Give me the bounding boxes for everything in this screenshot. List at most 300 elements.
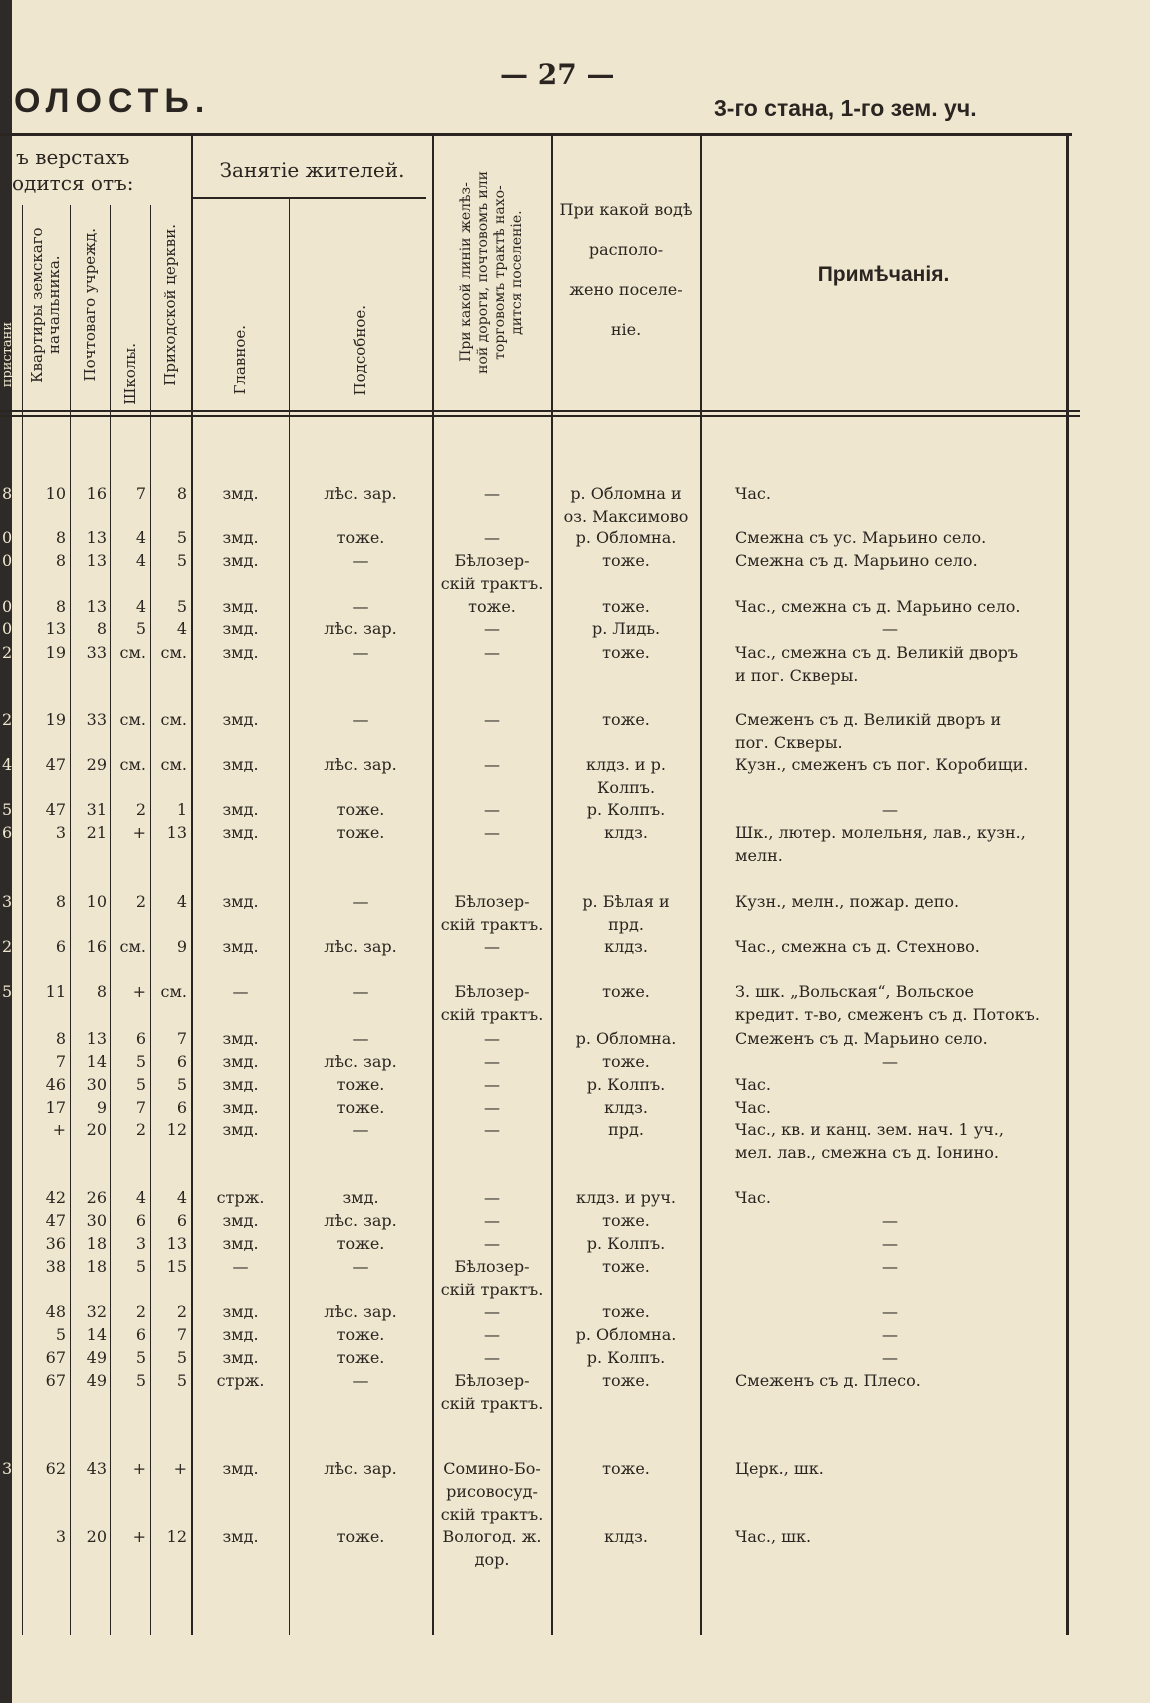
cell-main: —: [232, 1257, 249, 1276]
left-edge-digit: 3: [2, 1459, 13, 1478]
cell-d1: 48: [45, 1302, 66, 1321]
cell-main: змд.: [222, 551, 259, 570]
header-d2: [71, 205, 109, 405]
cell-d2: 30: [86, 1211, 107, 1230]
cell-d1: 19: [45, 643, 66, 662]
cell-main: змд.: [222, 1029, 259, 1048]
cell-aux: —: [352, 551, 369, 570]
cell-d2: 9: [96, 1098, 107, 1117]
cell-water: р. Бѣлая и прд.: [582, 892, 670, 934]
left-edge-digit: 2: [2, 710, 13, 729]
cell-d3: +: [132, 823, 146, 842]
cell-note: —: [882, 1325, 898, 1344]
cell-road: Бѣлозер- скій трактъ.: [440, 892, 544, 934]
header-road: [434, 140, 550, 405]
cell-main: змд.: [222, 1234, 259, 1253]
cell-d4: 7: [176, 1325, 187, 1344]
cell-road: —: [484, 1098, 500, 1117]
cell-water: р. Обломна.: [575, 1325, 677, 1344]
cell-aux: лѣс. зар.: [324, 1459, 397, 1478]
cell-main: —: [232, 982, 249, 1001]
page-subtitle: 3-го стана, 1-го зем. уч.: [714, 95, 977, 121]
cell-d3: 5: [135, 1257, 146, 1276]
cell-d3: см.: [119, 710, 146, 729]
cell-water: тоже.: [602, 643, 650, 662]
cell-aux: лѣс. зар.: [324, 619, 397, 638]
cell-d1: 13: [45, 619, 66, 638]
cell-d2: 14: [86, 1325, 107, 1344]
cell-d1: 10: [45, 484, 66, 503]
cell-main: стрж.: [216, 1188, 265, 1207]
cell-d4: 5: [176, 1075, 187, 1094]
cell-d2: 13: [86, 551, 107, 570]
cell-note: Церк., шк.: [735, 1459, 824, 1478]
cell-water: р. Колпъ.: [586, 1075, 666, 1094]
cell-d4: 5: [176, 528, 187, 547]
left-edge-digit: 4: [2, 755, 13, 774]
cell-road: —: [484, 937, 500, 956]
cell-d4: 13: [166, 823, 187, 842]
cell-main: змд.: [222, 1120, 259, 1139]
cell-road: —: [484, 1188, 500, 1207]
cell-d2: 33: [86, 710, 107, 729]
cell-note: З. шк. „Вольская“, Вольское кредит. т-во, смеженъ съ д. Потокъ.: [735, 982, 1040, 1024]
cell-d3: 6: [135, 1325, 146, 1344]
cell-road: —: [484, 1302, 500, 1321]
cell-d2: 8: [96, 619, 107, 638]
cell-road: —: [484, 1325, 500, 1344]
cell-d4: 12: [166, 1120, 187, 1139]
cell-d2: 43: [86, 1459, 107, 1478]
cell-note: Смежна съ д. Марьино село.: [735, 551, 978, 570]
cell-d2: 13: [86, 528, 107, 547]
cell-d4: 4: [176, 619, 187, 638]
cell-d3: 6: [135, 1029, 146, 1048]
header-d1: [23, 205, 69, 405]
cell-note: —: [882, 1257, 898, 1276]
cell-note: Час., кв. и канц. зем. нач. 1 уч., мел. лав., смежна съ д. Іонино.: [735, 1120, 1004, 1162]
cell-d2: 30: [86, 1075, 107, 1094]
cell-d1: 3: [55, 1527, 66, 1546]
header-distance-group: ъ верстахъ одится отъ:: [12, 145, 134, 195]
cell-d1: 6: [55, 937, 66, 956]
cell-road: Бѣлозер- скій трактъ.: [440, 1257, 544, 1299]
cell-d3: 5: [135, 1348, 146, 1367]
cell-d1: 19: [45, 710, 66, 729]
cell-road: —: [484, 1211, 500, 1230]
cell-d2: 20: [86, 1120, 107, 1139]
cell-aux: змд.: [342, 1188, 379, 1207]
cell-d3: 4: [135, 551, 146, 570]
cell-d2: 20: [86, 1527, 107, 1546]
left-edge-digit: 0: [2, 551, 13, 570]
cell-water: р. Лидь.: [591, 619, 661, 638]
header-d2-label: Почтоваго учрежд.: [80, 228, 99, 382]
cell-d1: 17: [45, 1098, 66, 1117]
cell-road: —: [484, 1052, 500, 1071]
cell-aux: —: [352, 643, 369, 662]
cell-d2: 16: [86, 484, 107, 503]
cell-water: р. Обломна.: [575, 528, 677, 547]
cell-d3: 6: [135, 1211, 146, 1230]
cell-d2: 33: [86, 643, 107, 662]
cell-road: —: [484, 528, 500, 547]
cell-d3: 7: [135, 1098, 146, 1117]
cell-road: —: [484, 823, 500, 842]
cell-d1: 8: [55, 528, 66, 547]
header-main: [193, 205, 288, 405]
cell-aux: лѣс. зар.: [324, 1052, 397, 1071]
cell-d3: 5: [135, 1371, 146, 1390]
cell-d2: 29: [86, 755, 107, 774]
cell-aux: лѣс. зар.: [324, 1211, 397, 1230]
cell-note: —: [882, 1211, 898, 1230]
cell-d1: 7: [55, 1052, 66, 1071]
cell-main: змд.: [222, 710, 259, 729]
cell-note: —: [882, 619, 898, 638]
left-edge-digit: 8: [2, 484, 13, 503]
cell-road: —: [484, 1075, 500, 1094]
cell-water: тоже.: [602, 1371, 650, 1390]
cell-d4: 9: [176, 937, 187, 956]
left-edge-digit: 0: [2, 528, 13, 547]
cell-water: р. Колпъ.: [586, 1348, 666, 1367]
cell-main: змд.: [222, 823, 259, 842]
cell-d1: 47: [45, 800, 66, 819]
col-rule: [70, 205, 71, 1635]
cell-note: Смеженъ съ д. Великій дворъ и пог. Скверы.: [735, 710, 1002, 752]
cell-d2: 8: [96, 982, 107, 1001]
cell-note: —: [882, 1234, 898, 1253]
cell-road: —: [484, 800, 500, 819]
cell-note: Смежна съ ус. Марьино село.: [735, 528, 987, 547]
cell-d2: 14: [86, 1052, 107, 1071]
cell-aux: тоже.: [336, 1527, 385, 1546]
cell-note: Час.: [735, 1075, 771, 1094]
cell-d1: 8: [55, 1029, 66, 1048]
cell-main: змд.: [222, 1211, 259, 1230]
cell-water: р. Обломна и оз. Максимово: [563, 484, 689, 526]
cell-main: змд.: [222, 484, 259, 503]
cell-aux: тоже.: [336, 800, 385, 819]
cell-d3: 4: [135, 528, 146, 547]
header-d4: [151, 205, 190, 405]
cell-road: —: [484, 755, 500, 774]
col-rule: [551, 135, 553, 1635]
header-road-label: При какой линіи желѣз- ной дороги, почтовомъ или торговомъ трактѣ нахо- дится поселеніе.: [458, 171, 525, 374]
cell-d4: 15: [166, 1257, 187, 1276]
cell-note: Час.: [735, 1098, 771, 1117]
cell-d4: 7: [176, 1029, 187, 1048]
cell-aux: —: [352, 982, 369, 1001]
cell-aux: тоже.: [336, 1075, 385, 1094]
left-edge-digit: 3: [2, 892, 13, 911]
page-binding-edge: [0, 0, 12, 1703]
cell-d3: 4: [135, 597, 146, 616]
cell-d1: 38: [45, 1257, 66, 1276]
cell-d2: 49: [86, 1371, 107, 1390]
cell-d1: +: [52, 1120, 66, 1139]
page-title: ОЛОСТЬ.: [14, 82, 211, 120]
cell-d4: см.: [160, 643, 187, 662]
cell-d3: 2: [135, 800, 146, 819]
left-edge-digit: 2: [2, 937, 13, 956]
cell-main: змд.: [222, 1075, 259, 1094]
cell-road: Бѣлозер- скій трактъ.: [440, 551, 544, 593]
cell-aux: лѣс. зар.: [324, 484, 397, 503]
left-edge-digit: 6: [2, 823, 13, 842]
cell-road: —: [484, 1348, 500, 1367]
cell-d4: см.: [160, 982, 187, 1001]
cell-note: Шк., лютер. молельня, лав., кузн., мелн.: [735, 823, 1026, 865]
cell-d2: 16: [86, 937, 107, 956]
page-number: — 27 —: [500, 58, 615, 91]
cell-aux: тоже.: [336, 1325, 385, 1344]
cell-d3: 2: [135, 892, 146, 911]
cell-d3: +: [132, 1527, 146, 1546]
cell-d2: 26: [86, 1188, 107, 1207]
cell-d1: 67: [45, 1371, 66, 1390]
cell-road: —: [484, 1120, 500, 1139]
cell-d2: 18: [86, 1234, 107, 1253]
cell-water: тоже.: [602, 710, 650, 729]
cell-main: змд.: [222, 1459, 259, 1478]
cell-d1: 47: [45, 755, 66, 774]
cell-note: Час., смежна съ д. Марьино село.: [735, 597, 1021, 616]
cell-aux: —: [352, 892, 369, 911]
cell-aux: —: [352, 1120, 369, 1139]
cell-water: р. Колпъ.: [586, 1234, 666, 1253]
right-rule: [1066, 135, 1069, 1635]
cell-water: клдз.: [604, 823, 648, 842]
left-edge-label-text: пристани: [0, 322, 15, 388]
cell-d3: +: [132, 982, 146, 1001]
cell-d4: 6: [176, 1052, 187, 1071]
cell-d1: 11: [45, 982, 66, 1001]
cell-d3: 2: [135, 1302, 146, 1321]
cell-aux: тоже.: [336, 823, 385, 842]
cell-water: тоже.: [602, 1459, 650, 1478]
cell-water: клдз.: [604, 1098, 648, 1117]
cell-d1: 8: [55, 597, 66, 616]
cell-aux: лѣс. зар.: [324, 755, 397, 774]
cell-d4: 2: [176, 1302, 187, 1321]
cell-water: прд.: [608, 1120, 644, 1139]
occupation-rule: [192, 197, 426, 199]
cell-d3: 5: [135, 1052, 146, 1071]
cell-main: змд.: [222, 1325, 259, 1344]
cell-d4: 1: [176, 800, 187, 819]
cell-main: змд.: [222, 892, 259, 911]
cell-d2: 10: [86, 892, 107, 911]
cell-main: змд.: [222, 1527, 259, 1546]
left-edge-label: [0, 300, 14, 410]
cell-main: змд.: [222, 755, 259, 774]
cell-road: тоже.: [468, 597, 516, 616]
cell-water: клдз. и руч.: [576, 1188, 676, 1207]
cell-d1: 42: [45, 1188, 66, 1207]
cell-water: клдз.: [604, 1527, 648, 1546]
cell-water: клдз. и р. Колпъ.: [586, 755, 666, 797]
col-rule: [110, 205, 111, 1635]
cell-main: змд.: [222, 643, 259, 662]
cell-water: тоже.: [602, 1052, 650, 1071]
cell-d1: 3: [55, 823, 66, 842]
cell-d2: 18: [86, 1257, 107, 1276]
cell-water: тоже.: [602, 1302, 650, 1321]
cell-water: тоже.: [602, 1257, 650, 1276]
cell-d3: 2: [135, 1120, 146, 1139]
cell-note: Смеженъ съ д. Плесо.: [735, 1371, 921, 1390]
header-main-label: Главное.: [231, 325, 249, 395]
cell-note: Час.: [735, 484, 771, 503]
cell-d3: 5: [135, 619, 146, 638]
cell-water: тоже.: [602, 982, 650, 1001]
cell-main: змд.: [222, 800, 259, 819]
cell-aux: тоже.: [336, 1098, 385, 1117]
cell-d2: 32: [86, 1302, 107, 1321]
cell-aux: —: [352, 1371, 369, 1390]
cell-note: Час., шк.: [735, 1527, 812, 1546]
cell-road: —: [484, 643, 500, 662]
cell-aux: тоже.: [336, 528, 385, 547]
cell-note: Кузн., мелн., пожар. депо.: [735, 892, 960, 911]
cell-d1: 8: [55, 551, 66, 570]
header-occupation: Занятіе жителей.: [219, 158, 405, 182]
header-d1-label: Квартиры земскаго начальника.: [28, 227, 63, 383]
header-water: При какой водѣ располо- жено поселе- ніе.: [559, 200, 693, 339]
cell-aux: тоже.: [336, 1234, 385, 1253]
cell-d2: 49: [86, 1348, 107, 1367]
cell-d1: 8: [55, 892, 66, 911]
cell-d1: 62: [45, 1459, 66, 1478]
cell-d4: 5: [176, 597, 187, 616]
cell-d2: 13: [86, 597, 107, 616]
cell-d4: 5: [176, 1371, 187, 1390]
cell-aux: —: [352, 1029, 369, 1048]
cell-d4: см.: [160, 710, 187, 729]
left-edge-digit: 5: [2, 800, 13, 819]
cell-water: клдз.: [604, 937, 648, 956]
cell-road: —: [484, 619, 500, 638]
cell-water: тоже.: [602, 551, 650, 570]
cell-d3: см.: [119, 937, 146, 956]
cell-d3: 3: [135, 1234, 146, 1253]
header-bottom-rule: [0, 410, 1080, 412]
cell-road: —: [484, 1234, 500, 1253]
col-rule: [289, 199, 290, 1635]
cell-d3: см.: [119, 755, 146, 774]
cell-d2: 13: [86, 1029, 107, 1048]
cell-d2: 31: [86, 800, 107, 819]
cell-d4: 6: [176, 1211, 187, 1230]
cell-d4: 12: [166, 1527, 187, 1546]
cell-water: р. Колпъ.: [586, 800, 666, 819]
cell-d4: 4: [176, 1188, 187, 1207]
cell-main: змд.: [222, 937, 259, 956]
cell-d1: 47: [45, 1211, 66, 1230]
cell-aux: —: [352, 710, 369, 729]
header-d3-label: Школы.: [120, 343, 139, 405]
cell-water: тоже.: [602, 1211, 650, 1230]
cell-note: Час.: [735, 1188, 771, 1207]
top-rule: [0, 133, 1072, 136]
cell-road: —: [484, 710, 500, 729]
header-aux-label: Подсобное.: [351, 304, 369, 395]
left-edge-digit: 0: [2, 619, 13, 638]
cell-d4: 8: [176, 484, 187, 503]
cell-d3: см.: [119, 643, 146, 662]
cell-d1: 5: [55, 1325, 66, 1344]
header-notes: Примѣчанія.: [817, 263, 950, 286]
cell-main: змд.: [222, 1302, 259, 1321]
cell-d4: 6: [176, 1098, 187, 1117]
cell-d2: 21: [86, 823, 107, 842]
cell-road: Сомино-Бо- рисовосуд- скій трактъ.: [440, 1459, 544, 1524]
header-d3: [111, 205, 149, 405]
cell-road: Вологод. ж. дор.: [442, 1527, 542, 1569]
cell-main: змд.: [222, 1348, 259, 1367]
cell-d4: см.: [160, 755, 187, 774]
header-bottom-rule-2: [0, 415, 1080, 417]
cell-road: Бѣлозер- скій трактъ.: [440, 982, 544, 1024]
cell-d4: +: [173, 1459, 187, 1478]
cell-water: р. Обломна.: [575, 1029, 677, 1048]
header-aux: [290, 205, 431, 405]
cell-aux: —: [352, 1257, 369, 1276]
col-rule: [700, 135, 702, 1635]
cell-main: змд.: [222, 619, 259, 638]
cell-main: стрж.: [216, 1371, 265, 1390]
cell-d3: 7: [135, 484, 146, 503]
cell-main: змд.: [222, 528, 259, 547]
cell-d4: 5: [176, 1348, 187, 1367]
col-rule: [150, 205, 151, 1635]
cell-aux: лѣс. зар.: [324, 937, 397, 956]
cell-main: змд.: [222, 597, 259, 616]
cell-road: —: [484, 484, 500, 503]
cell-note: —: [882, 800, 898, 819]
cell-aux: тоже.: [336, 1348, 385, 1367]
cell-d3: 4: [135, 1188, 146, 1207]
col-rule: [22, 205, 23, 1635]
cell-road: Бѣлозер- скій трактъ.: [440, 1371, 544, 1413]
cell-water: тоже.: [602, 597, 650, 616]
cell-d1: 67: [45, 1348, 66, 1367]
cell-d3: +: [132, 1459, 146, 1478]
cell-d4: 5: [176, 551, 187, 570]
cell-road: —: [484, 1029, 500, 1048]
cell-main: змд.: [222, 1098, 259, 1117]
left-edge-digit: 2: [2, 643, 13, 662]
cell-d3: 5: [135, 1075, 146, 1094]
cell-note: —: [882, 1348, 898, 1367]
cell-note: Час., смежна съ д. Великій дворъ и пог. Скверы.: [735, 643, 1019, 685]
cell-aux: —: [352, 597, 369, 616]
left-edge-digit: 0: [2, 597, 13, 616]
cell-main: змд.: [222, 1052, 259, 1071]
cell-d1: 46: [45, 1075, 66, 1094]
header-d4-label: Приходской церкви.: [161, 224, 179, 386]
cell-note: —: [882, 1302, 898, 1321]
cell-note: Кузн., смеженъ съ пог. Коробищи.: [735, 755, 1029, 774]
cell-note: Час., смежна съ д. Стехново.: [735, 937, 980, 956]
cell-d4: 4: [176, 892, 187, 911]
cell-d4: 13: [166, 1234, 187, 1253]
cell-note: Смеженъ съ д. Марьино село.: [735, 1029, 988, 1048]
left-edge-digit: 5: [2, 982, 13, 1001]
cell-aux: лѣс. зар.: [324, 1302, 397, 1321]
